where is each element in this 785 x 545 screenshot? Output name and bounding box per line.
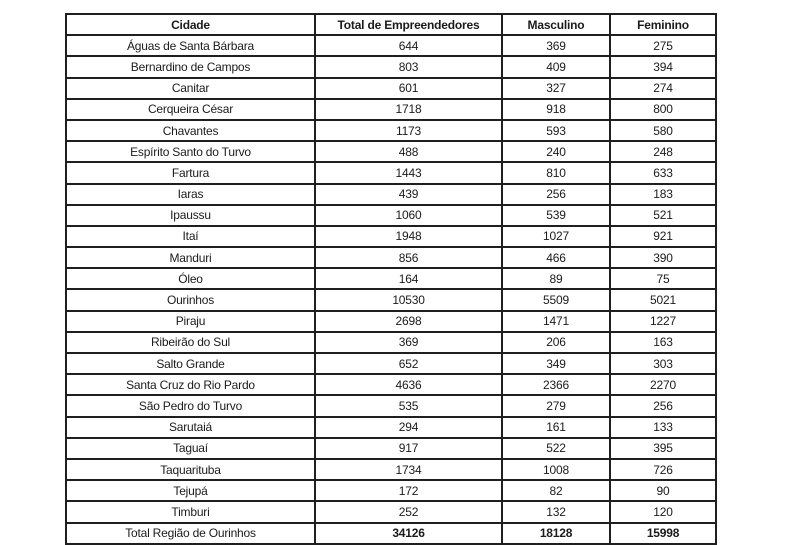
table-row [66, 78, 716, 99]
value-cell: 652 [315, 353, 502, 374]
value-cell: 535 [315, 395, 502, 416]
value-cell: 395 [610, 438, 716, 459]
table-row [66, 501, 716, 522]
value-cell: 521 [610, 205, 716, 226]
value-cell: 2270 [610, 374, 716, 395]
table-row [66, 438, 716, 459]
value-cell: 10530 [315, 289, 502, 310]
value-cell: 394 [610, 56, 716, 77]
value-cell: 275 [610, 35, 716, 56]
city-cell: Sarutaiá [66, 417, 315, 438]
value-cell: 439 [315, 184, 502, 205]
value-cell: 1008 [502, 459, 610, 480]
table-row [66, 247, 716, 268]
value-cell: 917 [315, 438, 502, 459]
value-cell: 240 [502, 141, 610, 162]
city-cell: São Pedro do Turvo [66, 395, 315, 416]
value-cell: 466 [502, 247, 610, 268]
value-cell: 1948 [315, 226, 502, 247]
value-cell: 810 [502, 162, 610, 183]
city-cell: Iaras [66, 184, 315, 205]
city-cell: Piraju [66, 311, 315, 332]
value-cell: 1471 [502, 311, 610, 332]
table-row [66, 332, 716, 353]
value-cell: 206 [502, 332, 610, 353]
value-cell: 89 [502, 268, 610, 289]
value-cell: 633 [610, 162, 716, 183]
table-row [66, 205, 716, 226]
value-cell: 369 [315, 332, 502, 353]
table-row [66, 99, 716, 120]
value-cell: 1173 [315, 120, 502, 141]
value-cell: 580 [610, 120, 716, 141]
table-row [66, 268, 716, 289]
total-value-cell: 15998 [610, 523, 716, 544]
table-row [66, 353, 716, 374]
total-row [66, 523, 716, 544]
city-cell: Óleo [66, 268, 315, 289]
value-cell: 294 [315, 417, 502, 438]
table-row [66, 289, 716, 310]
table-row [66, 120, 716, 141]
table-header [66, 14, 716, 35]
column-header: Total de Empreendedores [315, 14, 502, 35]
city-cell: Canitar [66, 78, 315, 99]
city-cell: Espírito Santo do Turvo [66, 141, 315, 162]
city-cell: Ribeirão do Sul [66, 332, 315, 353]
value-cell: 164 [315, 268, 502, 289]
value-cell: 593 [502, 120, 610, 141]
value-cell: 279 [502, 395, 610, 416]
table-row [66, 226, 716, 247]
value-cell: 349 [502, 353, 610, 374]
value-cell: 303 [610, 353, 716, 374]
value-cell: 90 [610, 480, 716, 501]
table-row [66, 480, 716, 501]
city-cell: Bernardino de Campos [66, 56, 315, 77]
table-row [66, 311, 716, 332]
value-cell: 256 [502, 184, 610, 205]
column-header: Feminino [610, 14, 716, 35]
value-cell: 274 [610, 78, 716, 99]
column-header: Cidade [66, 14, 315, 35]
value-cell: 1718 [315, 99, 502, 120]
value-cell: 1027 [502, 226, 610, 247]
value-cell: 161 [502, 417, 610, 438]
value-cell: 856 [315, 247, 502, 268]
city-cell: Chavantes [66, 120, 315, 141]
table-row [66, 417, 716, 438]
table-row [66, 56, 716, 77]
value-cell: 75 [610, 268, 716, 289]
value-cell: 921 [610, 226, 716, 247]
total-value-cell: 34126 [315, 523, 502, 544]
value-cell: 2366 [502, 374, 610, 395]
table-row [66, 184, 716, 205]
value-cell: 369 [502, 35, 610, 56]
value-cell: 601 [315, 78, 502, 99]
value-cell: 5509 [502, 289, 610, 310]
city-cell: Fartura [66, 162, 315, 183]
value-cell: 2698 [315, 311, 502, 332]
value-cell: 120 [610, 501, 716, 522]
value-cell: 918 [502, 99, 610, 120]
city-cell: Ourinhos [66, 289, 315, 310]
total-label-cell: Total Região de Ourinhos [66, 523, 315, 544]
table-footer [66, 523, 716, 544]
value-cell: 539 [502, 205, 610, 226]
city-cell: Santa Cruz do Rio Pardo [66, 374, 315, 395]
value-cell: 327 [502, 78, 610, 99]
value-cell: 172 [315, 480, 502, 501]
value-cell: 256 [610, 395, 716, 416]
table-row [66, 162, 716, 183]
value-cell: 132 [502, 501, 610, 522]
city-cell: Manduri [66, 247, 315, 268]
value-cell: 409 [502, 56, 610, 77]
city-cell: Taquarituba [66, 459, 315, 480]
value-cell: 488 [315, 141, 502, 162]
value-cell: 163 [610, 332, 716, 353]
value-cell: 390 [610, 247, 716, 268]
city-cell: Taguaí [66, 438, 315, 459]
table-row [66, 395, 716, 416]
table-body [66, 35, 716, 522]
city-cell: Itaí [66, 226, 315, 247]
value-cell: 726 [610, 459, 716, 480]
value-cell: 82 [502, 480, 610, 501]
city-cell: Tejupá [66, 480, 315, 501]
value-cell: 1227 [610, 311, 716, 332]
table-row [66, 459, 716, 480]
value-cell: 522 [502, 438, 610, 459]
value-cell: 1060 [315, 205, 502, 226]
city-cell: Cerqueira César [66, 99, 315, 120]
value-cell: 800 [610, 99, 716, 120]
value-cell: 183 [610, 184, 716, 205]
table-row [66, 374, 716, 395]
value-cell: 4636 [315, 374, 502, 395]
value-cell: 1443 [315, 162, 502, 183]
city-cell: Águas de Santa Bárbara [66, 35, 315, 56]
value-cell: 248 [610, 141, 716, 162]
value-cell: 1734 [315, 459, 502, 480]
value-cell: 252 [315, 501, 502, 522]
header-row [66, 14, 716, 35]
total-value-cell: 18128 [502, 523, 610, 544]
table-row [66, 35, 716, 56]
city-cell: Timburi [66, 501, 315, 522]
table-row [66, 141, 716, 162]
value-cell: 803 [315, 56, 502, 77]
city-cell: Salto Grande [66, 353, 315, 374]
city-cell: Ipaussu [66, 205, 315, 226]
value-cell: 133 [610, 417, 716, 438]
column-header: Masculino [502, 14, 610, 35]
value-cell: 644 [315, 35, 502, 56]
value-cell: 5021 [610, 289, 716, 310]
entrepreneurs-table [65, 13, 717, 545]
